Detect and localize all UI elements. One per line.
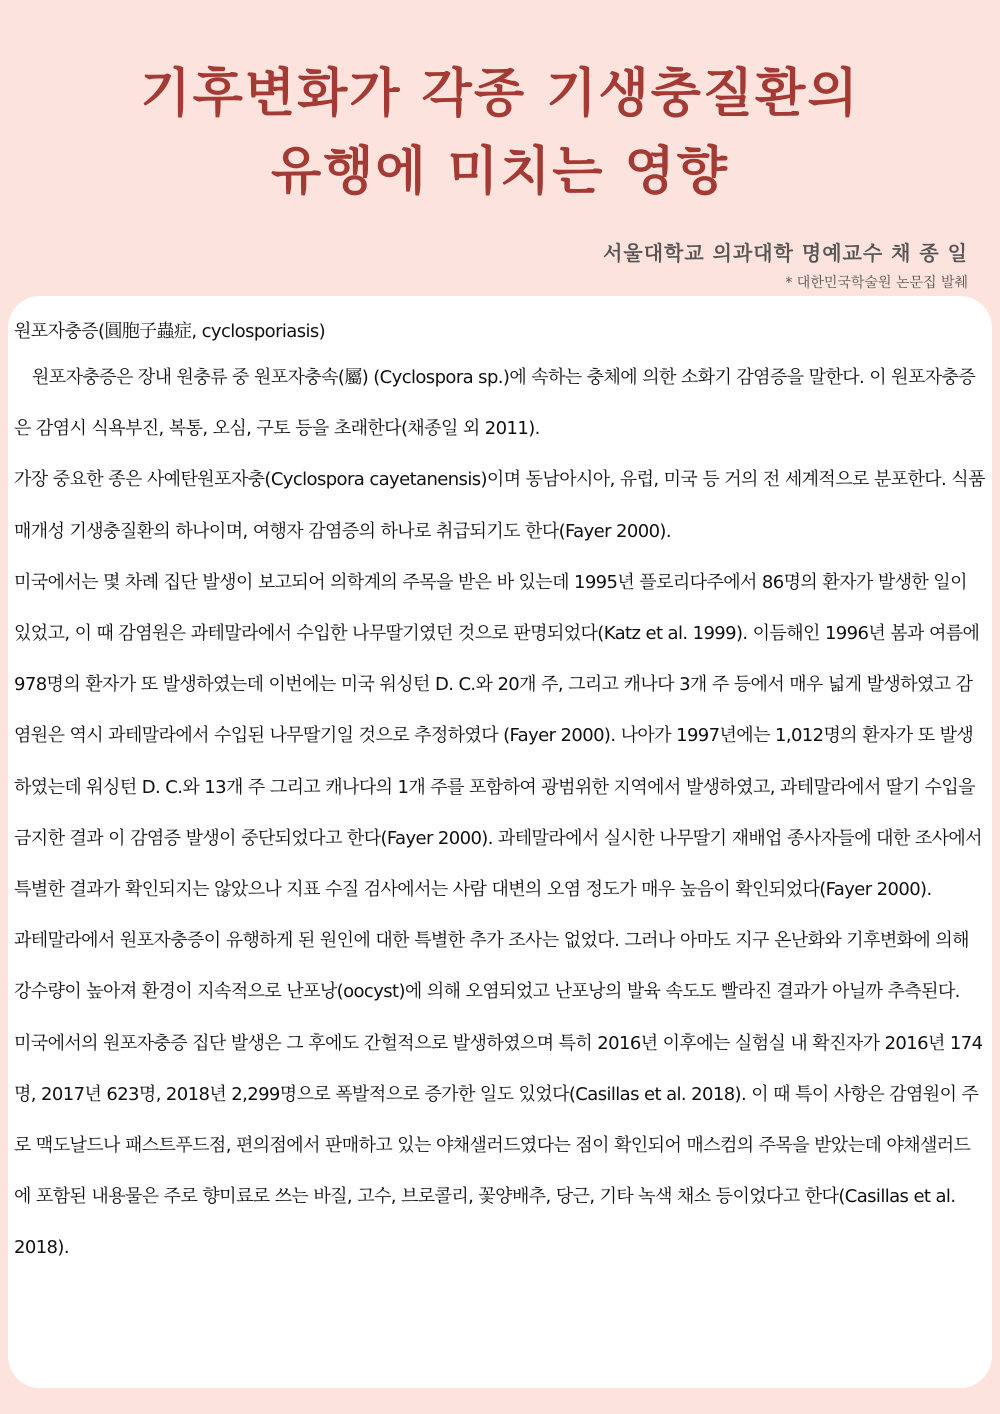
paragraph-intro: 원포자충증은 장내 원충류 중 원포자충속(屬) (Cyclospora sp.)에 속하는 충체에 의한 소화기 감염증을 말한다. 이 원포자충증은 감염시 식욕부진, 복통, 오심, 구토 등을 초래한다(채종일 외 2011).: [14, 367, 976, 440]
paragraph-recent-outbreaks: 미국에서의 원포자충증 집단 발생은 그 후에도 간헐적으로 발생하였으며 특히 2016년 이후에는 실험실 내 확진자가 2016년 174명, 2017년 623명, 2018년 2,299명으로 폭발적으로 증가한 일도 있었다(Casillas et al. 2018). 이 때 특이 사항은 감염원이 주로 맥도날드나 패스트푸드점, 편의점에서 판매하고 있는 야채샐러드였다는 점이 확인되어 매스컴의 주목을 받았는데 야채샐러드에 포함된 내용물은 주로 향미료로 쓰는 바질, 고수, 브로콜리, 꽃양배추, 당근, 기타 녹색 채소 등이었다고 한다(Casillas et al. 2018).: [14, 1032, 983, 1259]
source-note: * 대한민국학술원 논문집 발췌: [785, 275, 968, 291]
article-title-line-2: 유행에 미치는 영향: [270, 142, 730, 202]
article-title: [0, 55, 1000, 211]
article-body: [14, 314, 986, 1274]
paragraph-species: 가장 중요한 종은 사예탄원포자충(Cyclospora cayetanensis)이며 동남아시아, 유럽, 미국 등 거의 전 세계적으로 분포한다. 식품 매개성 기생충질환의 하나이며, 여행자 감염증의 하나로 취급되기도 한다(Fayer 2000).: [14, 469, 985, 542]
paragraph-us-outbreaks: 미국에서는 몇 차례 집단 발생이 보고되어 의학계의 주목을 받은 바 있는데 1995년 플로리다주에서 86명의 환자가 발생한 일이 있었고, 이 때 감염원은 과테말라에서 수입한 나무딸기였던 것으로 판명되었다(Katz et al. 1999). 이듬해인 1996년 봄과 여름에 978명의 환자가 또 발생하였는데 이번에는 미국 워싱턴 D. C.와 20개 주, 그리고 캐나다 3개 주 등에서 매우 넓게 발생하였고 감염원은 역시 과테말라에서 수입된 나무딸기일 것으로 추정하였다 (Fayer 2000). 나아가 1997년에는 1,012명의 환자가 또 발생하였는데 워싱턴 D. C.와 13개 주 그리고 캐나다의 1개 주를 포함하여 광범위한 지역에서 발생하였고, 과테말라에서 딸기 수입을 금지한 결과 이 감염증 발생이 중단되었다고 한다(Fayer 2000). 과테말라에서 실시한 나무딸기 재배업 종사자들에 대한 조사에서 특별한 결과가 확인되지는 않았으나 지표 수질 검사에서는 사람 대변의 오염 정도가 매우 높음이 확인되었다(Fayer 2000).: [14, 571, 982, 901]
author-byline: 서울대학교 의과대학 명예교수 채 종 일: [603, 241, 968, 265]
paragraph-guatemala-cause: 과테말라에서 원포자충증이 유행하게 된 원인에 대한 특별한 추가 조사는 없었다. 그러나 아마도 지구 온난화와 기후변화에 의해 강수량이 높아져 환경이 지속적으로 난포낭(oocyst)에 의해 오염되었고 난포낭의 발육 속도도 빨라진 결과가 아닐까 추측된다.: [14, 930, 969, 1003]
article-title-line-1: 기후변화가 각종 기생충질환의: [140, 64, 860, 124]
section-heading: 원포자충증(圓胞子蟲症, cyclosporiasis): [14, 321, 326, 342]
